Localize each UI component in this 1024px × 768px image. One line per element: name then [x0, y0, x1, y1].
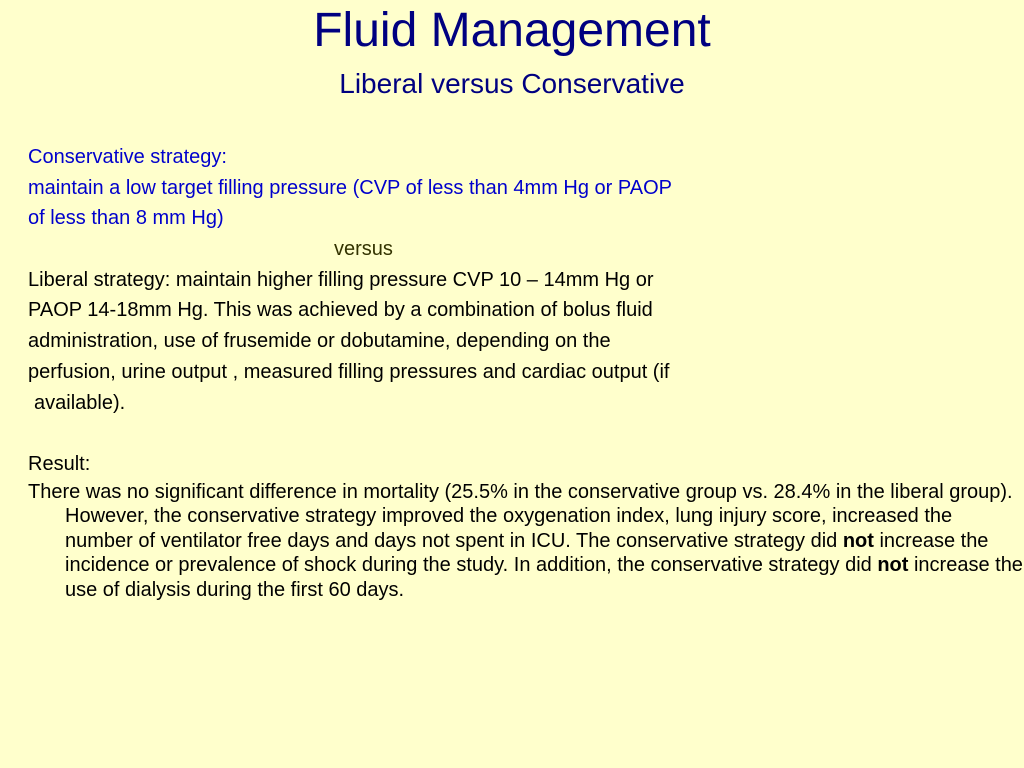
result-emphasis-2: not — [877, 554, 909, 577]
slide-body — [28, 142, 1023, 602]
spacer — [28, 418, 998, 449]
conservative-line-2: of less than 8 mm Hg) — [28, 207, 224, 230]
result-heading: Result: — [28, 452, 91, 475]
result-paragraph — [28, 480, 1024, 603]
result-text-1: There was no significant difference in mortality (25.5% in the conservative group vs. 28.4% in the liberal group). However, the conservative strategy improved the oxygenation index, lung injury score, increased the number of ventilator free days and days not spent in ICU. The conservative strategy did — [28, 480, 1013, 552]
slide-subtitle: Liberal versus Conservative — [339, 68, 685, 99]
liberal-line-3: administration, use of frusemide or dobutamine, depending on the — [28, 330, 611, 353]
conservative-line-1: maintain a low target filling pressure (CVP of less than 4mm Hg or PAOP — [28, 176, 672, 199]
liberal-line-5: available). — [34, 391, 126, 414]
result-text-3: increase the use of dialysis during the first 60 days. — [65, 554, 1023, 601]
result-text-2: increase the incidence or prevalence of shock during the study. In addition, the conservative strategy did — [65, 529, 989, 577]
slide-title: Fluid Management — [313, 4, 711, 57]
liberal-line-1: Liberal strategy: maintain higher filling pressure CVP 10 – 14mm Hg or — [28, 268, 654, 291]
liberal-line-4: perfusion, urine output , measured filling pressures and cardiac output (if — [28, 360, 670, 383]
liberal-line-2: PAOP 14-18mm Hg. This was achieved by a combination of bolus fluid — [28, 299, 653, 322]
result-emphasis-1: not — [842, 529, 874, 552]
versus-label: versus — [334, 238, 393, 261]
conservative-heading: Conservative strategy: — [28, 146, 227, 168]
